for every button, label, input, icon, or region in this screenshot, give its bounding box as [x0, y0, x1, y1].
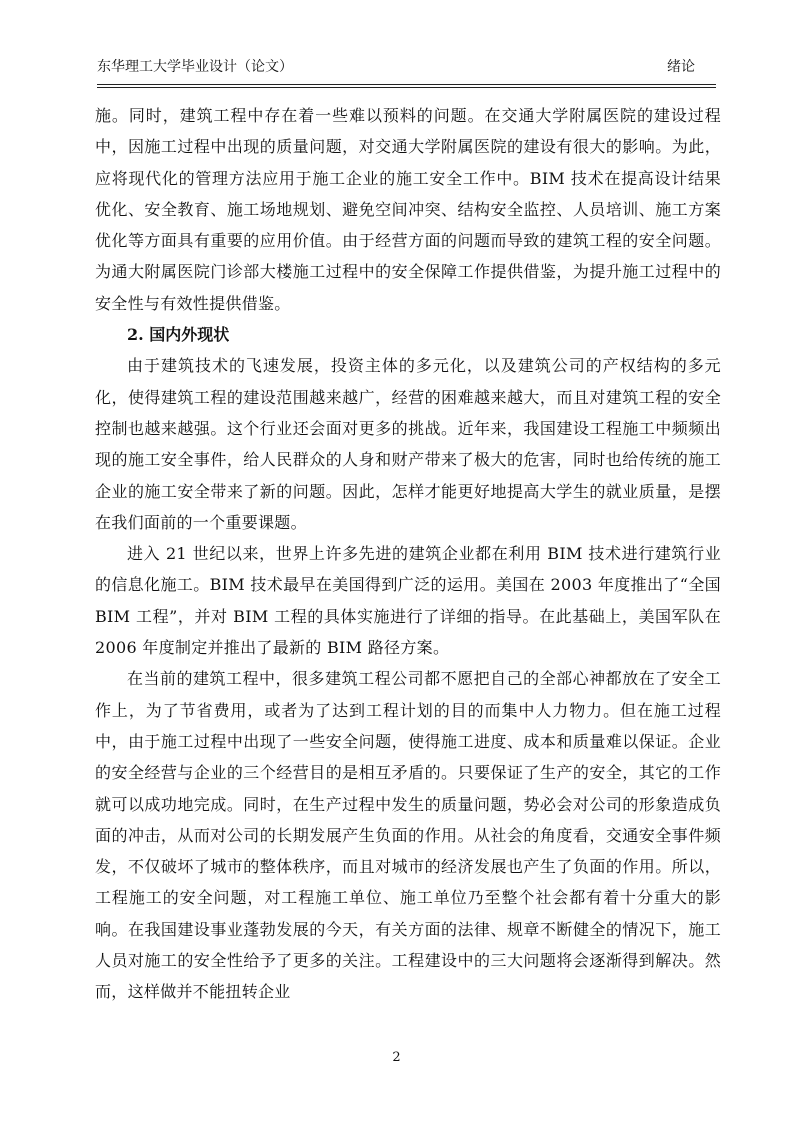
header-rule-thin — [97, 87, 716, 88]
header-thesis-title: 东华理工大学毕业设计（论文） — [97, 59, 293, 75]
paragraph-continuation: 施。同时，建筑工程中存在着一些难以预料的问题。在交通大学附属医院的建设过程中，因施工过程中出现的质量问题，对交通大学附属医院的建设有很大的影响。为此，应将现代化的管理方法应用于施工企业的施工安全工作中。BIM 技术在提高设计结果优化、安全教育、施工场地规划、避免空间冲突、结构安全监控、人员培训、施工方案优化等方面具有重要的应用价值。由于经营方面的问题而导致的建筑工程的安全问题。为通大附属医院门诊部大楼施工过程中的安全保障工作提供借鉴，为提升施工过程中的安全性与有效性提供借鉴。 — [95, 106, 721, 313]
body-text — [95, 100, 721, 1008]
header-chapter-title: 绪论 — [667, 59, 695, 75]
paragraph: 在当前的建筑工程中，很多建筑工程公司都不愿把自己的全部心神都放在了安全工作上，为了节省费用，或者为了达到工程计划的目的而集中人力物力。但在施工过程中，由于施工过程中出现了一些安全问题，使得施工进度、成本和质量难以保证。企业的安全经营与企业的三个经营目的是相互矛盾的。只要保证了生产的安全，其它的工作就可以成功地完成。同时，在生产过程中发生的质量问题，势必会对公司的形象造成负面的冲击，从而对公司的长期发展产生负面的作用。从社会的角度看，交通安全事件频发，不仅破坏了城市的整体秩序，而且对城市的经济发展也产生了负面的作用。所以，工程施工的安全问题，对工程施工单位、施工单位乃至整个社会都有着十分重大的影响。在我国建设事业蓬勃发展的今天，有关方面的法律、规章不断健全的情况下，施工人员对施工的安全性给予了更多的关注。工程建设中的三大问题将会逐渐得到解决。然而，这样做并不能扭转企业 — [95, 669, 721, 1002]
running-header — [97, 56, 705, 82]
header-rule-thick — [97, 84, 716, 85]
paragraph: 由于建筑技术的飞速发展，投资主体的多元化，以及建筑公司的产权结构的多元化，使得建筑工程的建设范围越来越广，经营的困难越来越大，而且对建筑工程的安全控制也越来越强。这个行业还会面对更多的挑战。近年来，我国建设工程施工中频频出现的施工安全事件，给人民群众的人身和财产带来了极大的危害，同时也给传统的施工企业的施工安全带来了新的问题。因此，怎样才能更好地提高大学生的就业质量，是摆在我们面前的一个重要课题。 — [95, 356, 721, 532]
paragraph: 进入 21 世纪以来，世界上许多先进的建筑企业都在利用 BIM 技术进行建筑行业的信息化施工。BIM 技术最早在美国得到广泛的运用。美国在 2003 年度推出了“全国 BIM 工程”，并对 BIM 工程的具体实施进行了详细的指导。在此基础上，美国军队在 2006 年度制定并推出了最新的 BIM 路径方案。 — [95, 544, 721, 658]
section-heading: 2. 国内外现状 — [127, 325, 230, 345]
page-number: 2 — [392, 1050, 401, 1065]
